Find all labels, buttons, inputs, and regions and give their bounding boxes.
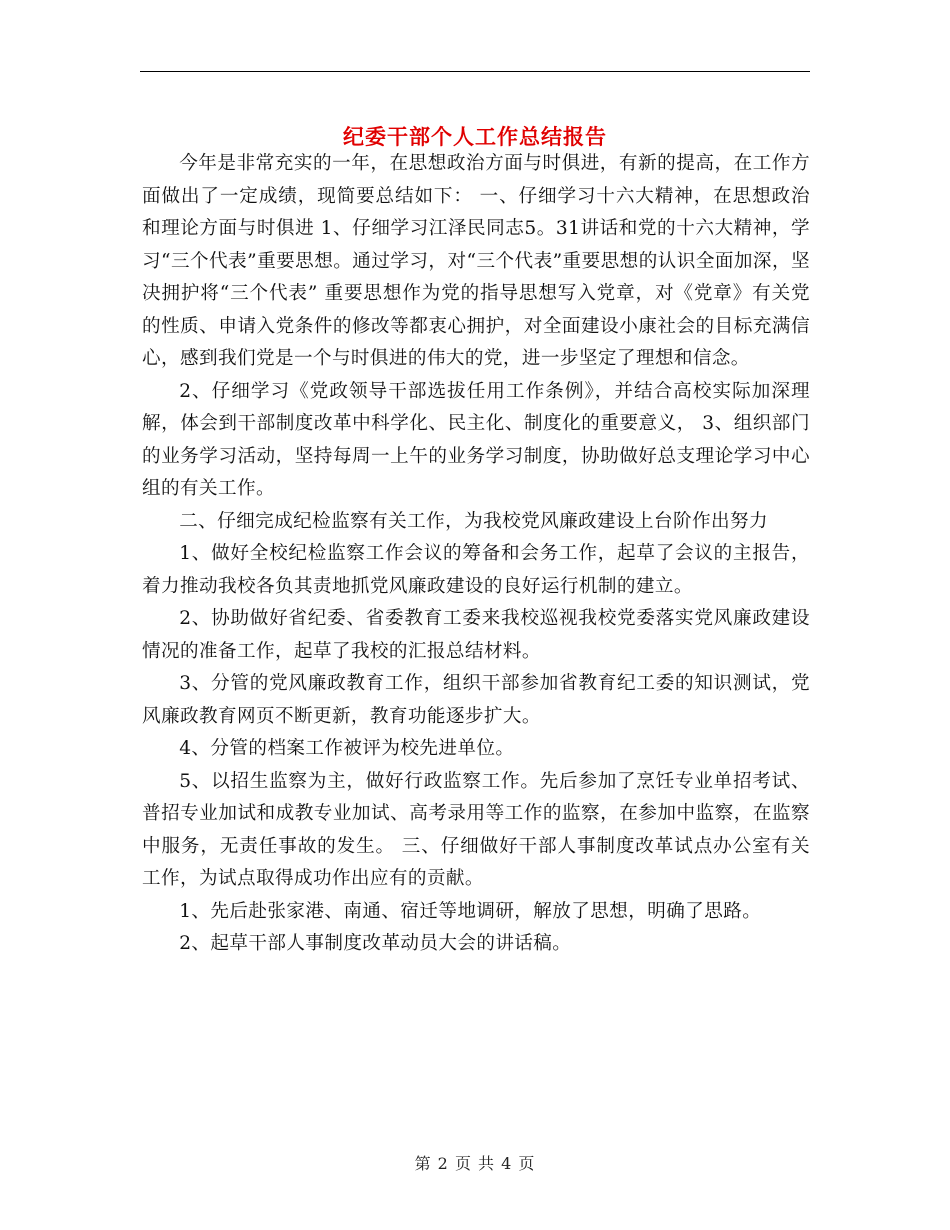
- document-title: 纪委干部个人工作总结报告: [343, 124, 607, 150]
- paragraph-10: 2、起草干部人事制度改革动员大会的讲话稿。: [179, 933, 572, 954]
- paragraph-2: 2、仔细学习《党政领导干部选拔任用工作条例》，并结合高校实际加深理解，体会到干部制度改革中科学化、民主化、制度化的重要意义， 3、组织部门的业务学习活动，坚持每周一上午的业务学习制度，协助做好总支理论学习中心组的有关工作。: [142, 380, 810, 499]
- page-footer: 第 2 页 共 4 页: [414, 1154, 536, 1173]
- paragraph-7: 4、分管的档案工作被评为校先进单位。: [179, 738, 515, 759]
- paragraph-6: 3、分管的党风廉政教育工作，组织干部参加省教育纪工委的知识测试，党风廉政教育网页不断更新，教育功能逐步扩大。: [142, 673, 810, 727]
- paragraph-8: 5、以招生监察为主，做好行政监察工作。先后参加了烹饪专业单招考试、普招专业加试和成教专业加试、高考录用等工作的监察，在参加中监察，在监察中服务，无责任事故的发生。 三、仔细做好干部人事制度改革试点办公室有关工作，为试点取得成功作出应有的贡献。: [142, 770, 810, 889]
- paragraph-3: 二、仔细完成纪检监察有关工作，为我校党风廉政建设上台阶作出努力: [179, 510, 768, 532]
- paragraph-9: 1、先后赴张家港、南通、宿迁等地调研，解放了思想，明确了思路。: [179, 900, 762, 922]
- paragraph-5: 2、协助做好省纪委、省委教育工委来我校巡视我校党委落实党风廉政建设情况的准备工作，起草了我校的汇报总结材料。: [142, 608, 810, 662]
- header-rule: [140, 71, 810, 72]
- paragraph-4: 1、做好全校纪检监察工作会议的筹备和会务工作，起草了会议的主报告，着力推动我校各负其责地抓党风廉政建设的良好运行机制的建立。: [142, 543, 810, 597]
- paragraph-1: 今年是非常充实的一年，在思想政治方面与时俱进，有新的提高，在工作方面做出了一定成绩，现简要总结如下： 一、仔细学习十六大精神，在思想政治和理论方面与时俱进 1、仔细学习江泽民同志5。31讲话和党的十六大精神，学习“三个代表”重要思想。通过学习，对“三个代表”重要思想的认识全面加深，坚决拥护将“三个代表” 重要思想作为党的指导思想写入党章，对《党章》有关党的性质、申请入党条件的修改等都衷心拥护，对全面建设小康社会的目标充满信心，感到我们党是一个与时俱进的伟大的党，进一步坚定了理想和信念。: [142, 153, 811, 369]
- document-body: [142, 148, 810, 961]
